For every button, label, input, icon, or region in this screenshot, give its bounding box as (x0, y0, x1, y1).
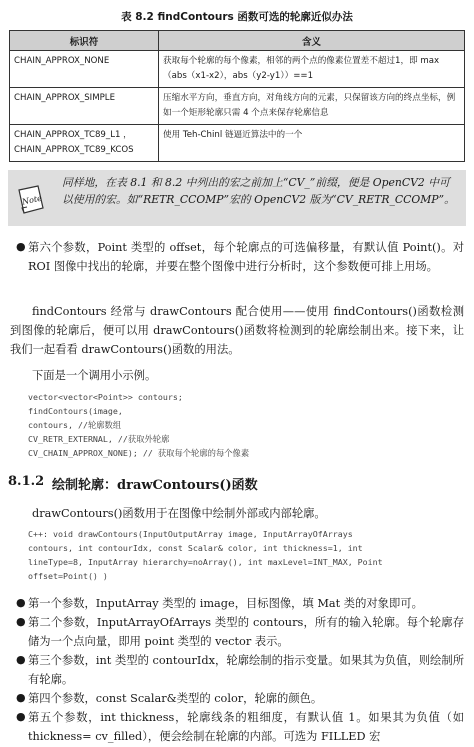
param-5-text: 第五个参数，int thickness，轮廓线条的粗细度，有默认值 1。如果其为负值（如 thickness= cv_filled），便会绘制在轮廓的内部。可选为 FILLED 宏 (28, 711, 464, 743)
table-row (10, 51, 465, 88)
bullet-marker: ● (16, 691, 26, 704)
bullet-marker: ● (16, 615, 26, 628)
param-4-text: 第四个参数，const Scalar&类型的 color，轮廓的颜色。 (28, 692, 323, 705)
code-signature: C++: void drawContours(InputOutputArray image, InputArrayOfArrays contours, int contourIdx, const Scalar& color, int thickness=1, int lineType=8, InputArray hierarchy=noArray(), int maxLevel=INT_MAX, Point offset=Point() ) (28, 529, 383, 581)
bullet-marker: ● (16, 710, 26, 723)
bullet-marker: ● (16, 596, 26, 609)
meaning-cell: 压缩水平方向，垂直方向，对角线方向的元素，只保留该方向的终点坐标，例如一个矩形轮廓只需 4 个点来保存轮廓信息 (159, 88, 465, 125)
bullet-marker: ● (16, 653, 26, 666)
identifier-cell: CHAIN_APPROX_TC89_L1 ，CHAIN_APPROX_TC89_KCOS (10, 125, 159, 162)
table-row (10, 125, 465, 162)
param6-text: 第六个参数，Point 类型的 offset，每个轮廓点的可选偏移量，有默认值 Point()。对 ROI 图像中找出的轮廓，并要在整个图像中进行分析时，这个参数便可排上用场。 (28, 241, 464, 273)
identifier-cell: CHAIN_APPROX_SIMPLE (10, 88, 159, 125)
code-example: vector<vector<Point>> contours; findContours(image, contours, //轮廓数组 CV_RETR_EXTERNAL, //获取外轮廓 CV_CHAIN_APPROX_NONE); // 获取每个轮廓的每个像素 (28, 392, 250, 458)
meaning-cell: 获取每个轮廓的每个像素，相邻的两个点的像素位置差不超过1，即 max（abs（x1-x2），abs（y2-y1））==1 (159, 51, 465, 88)
table-row (10, 88, 465, 125)
bullet-marker: ● (16, 240, 26, 253)
approximation-methods-table (9, 30, 465, 162)
meaning-cell: 使用 Teh-Chinl 链逼近算法中的一个 (159, 125, 465, 162)
paragraph-example: 下面是一个调用小示例。 (32, 369, 157, 382)
column-header-meaning: 含义 (159, 31, 465, 51)
note-icon-label: Note (21, 193, 43, 207)
param-3-text: 第三个参数，int 类型的 contourIdx，轮廓绘制的指示变量。如果其为负值，则绘制所有轮廓。 (28, 654, 464, 686)
section-number: 8.1.2 (8, 474, 45, 489)
table-caption: 表 8.2 findContours 函数可选的轮廓近似办法 (121, 11, 353, 23)
identifier-cell: CHAIN_APPROX_NONE (10, 51, 159, 88)
note-text: 同样地，在表 8.1 和 8.2 中列出的宏之前加上“CV_”前缀，便是 OpenCV2 中可以使用的宏。如“RETR_CCOMP”宏的 OpenCV2 版为“CV_RETR_CCOMP”。 (62, 176, 455, 206)
column-header-identifier: 标识符 (10, 31, 159, 51)
paragraph-usage: findContours 经常与 drawContours 配合使用——使用 findContours()函数检测到图像的轮廓后，便可以用 drawContours()函数将检测到的轮廓绘制出来。接下来，让我们一起看看 drawContours()函数的用法。 (10, 305, 464, 356)
paragraph-draw: drawContours()函数用于在图像中绘制外部或内部轮廓。 (32, 507, 326, 520)
param-1-text: 第一个参数，InputArray 类型的 image，目标图像，填 Mat 类的对象即可。 (28, 597, 423, 610)
table-header-row (10, 31, 465, 51)
section-title: 绘制轮廓：drawContours()函数 (52, 478, 258, 493)
note-icon (16, 184, 46, 216)
param-2-text: 第二个参数，InputArrayOfArrays 类型的 contours，所有的输入轮廓。每个轮廓存储为一个点向量，即用 point 类型的 vector 表示。 (28, 616, 464, 648)
